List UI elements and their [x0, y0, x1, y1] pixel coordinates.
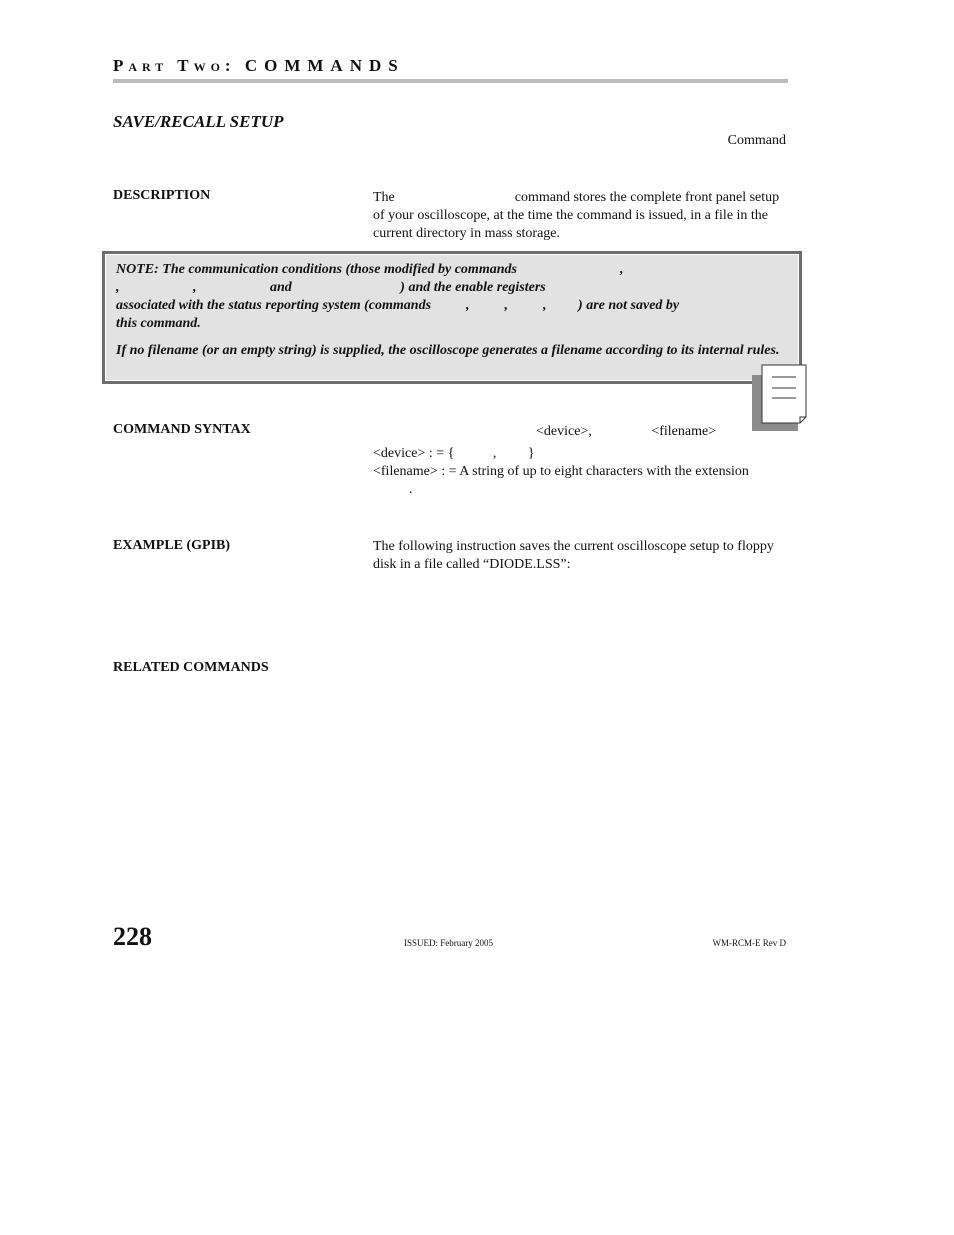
- note-line-4: this command.: [116, 316, 201, 331]
- page-title: SAVE/RECALL SETUP: [113, 112, 284, 131]
- part-label: Part Two:: [113, 56, 236, 75]
- header-rule: [113, 79, 788, 83]
- page-number: 228: [113, 922, 152, 951]
- description-text-pre: The: [373, 190, 395, 205]
- part-header: [113, 56, 405, 76]
- example-label: EXAMPLE (GPIB): [113, 538, 231, 553]
- command-type: Command: [727, 133, 786, 148]
- note-line-3: associated with the status reporting system (commands , , , ) are not saved by: [116, 298, 680, 313]
- filename-extension: .: [409, 482, 413, 497]
- example-text: The following instruction saves the current oscilloscope setup to floppy disk in a file called “DIODE.LSS”:: [373, 539, 774, 572]
- description-text-post: command stores the complete front panel setup of your oscilloscope, at the time the command is issued, in a file in the current directory in mass storage.: [373, 190, 780, 241]
- note-box: NOTE: The communication conditions (those modified by commands , , , and ) and the enable registers associated with the status reporting system (commands , , , ) are not saved by this command. If no filename (or an empty string) is supplied, the oscilloscope generates a filename according to its internal rules.: [102, 251, 802, 384]
- revision: WM-RCM-E Rev D: [712, 938, 786, 948]
- note-paragraph-2: If no filename (or an empty string) is supplied, the oscilloscope generates a filename according to its internal rules.: [116, 343, 780, 358]
- syntax-form: <device>, <filename>: [536, 424, 717, 439]
- related-commands-label: RELATED COMMANDS: [113, 660, 269, 675]
- issued-date: ISSUED: February 2005: [404, 938, 493, 948]
- section-label: COMMANDS: [244, 56, 405, 75]
- syntax-label: COMMAND SYNTAX: [113, 422, 251, 437]
- filename-definition: <filename> : = A string of up to eight characters with the extension: [373, 464, 749, 479]
- device-definition: <device> : = { , }: [373, 446, 535, 461]
- note-line-2: , , and ) and the enable registers: [116, 280, 546, 295]
- syntax-block: [373, 423, 789, 499]
- description-text: [373, 189, 789, 243]
- note-line-1: NOTE: The communication conditions (those modified by commands: [116, 262, 517, 277]
- description-label: DESCRIPTION: [113, 188, 211, 203]
